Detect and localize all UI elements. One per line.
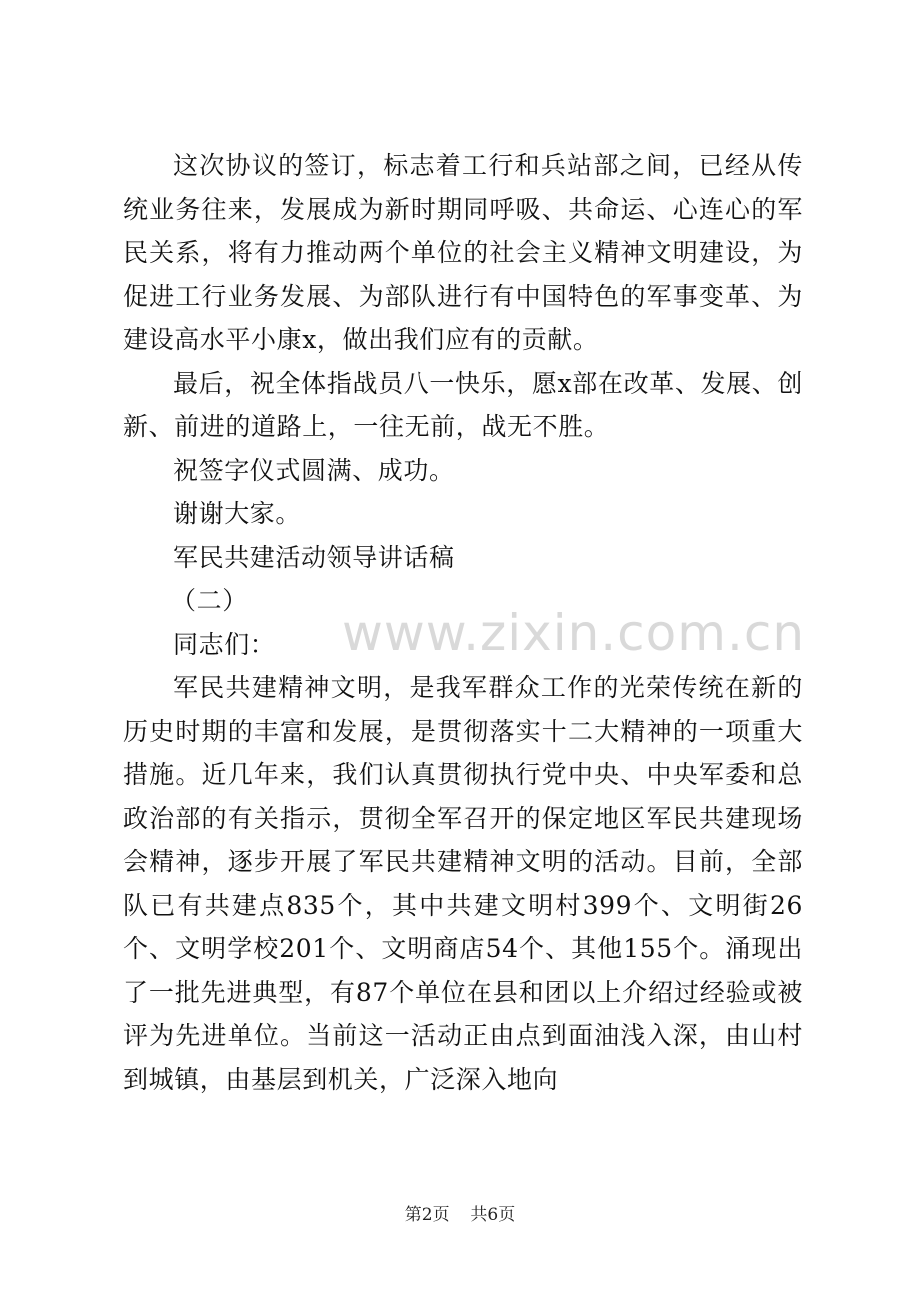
paragraph-civil-military: 军民共建精神文明，是我军群众工作的光荣传统在新的历史时期的丰富和发展，是贯彻落实十二大精神的一项重大措施。近几年来，我们认真贯彻执行党中央、中央军委和总政治部的有关指示，贯彻全军召开的保定地区军民共建现场会精神，逐步开展了军民共建精神文明的活动。目前，全部队已有共建点835个，其中共建文明村399个、文明街26个、文明学校201个、文明商店54个、其他155个。涌现出了一批先进典型，有87个单位在县和团以上介绍过经验或被评为先进单位。当前这一活动正由点到面油浅入深，由山村到城镇，由基层到机关，广泛深入地向 [123,673,803,1094]
page-total: 共6页 [470,1205,516,1225]
section-title: 军民共建活动领导讲话稿 [173,542,455,572]
section-number: （二） [171,586,248,615]
salutation: 同志们： [173,629,276,659]
page-number: 第2页 [404,1205,450,1225]
closing-line-thanks: 谢谢大家。 [173,499,302,528]
paragraph-wishes: 最后，祝全体指战员八一快乐，愿x部在改革、发展、创新、前进的道路上，一往无前，战无不胜。 [123,368,803,441]
watermark: www.zixin.com.cn [342,604,806,662]
page-footer [0,1200,920,1225]
closing-line-ceremony: 祝签字仪式圆满、成功。 [173,455,455,485]
paragraph-agreement: 这次协议的签订，标志着工行和兵站部之间，已经从传统业务往来，发展成为新时期同呼吸、共命运、心连心的军民关系，将有力推动两个单位的社会主义精神文明建设，为促进工行业务发展、为部队进行有中国特色的军事变革、为建设高水平小康x，做出我们应有的贡献。 [123,151,803,354]
